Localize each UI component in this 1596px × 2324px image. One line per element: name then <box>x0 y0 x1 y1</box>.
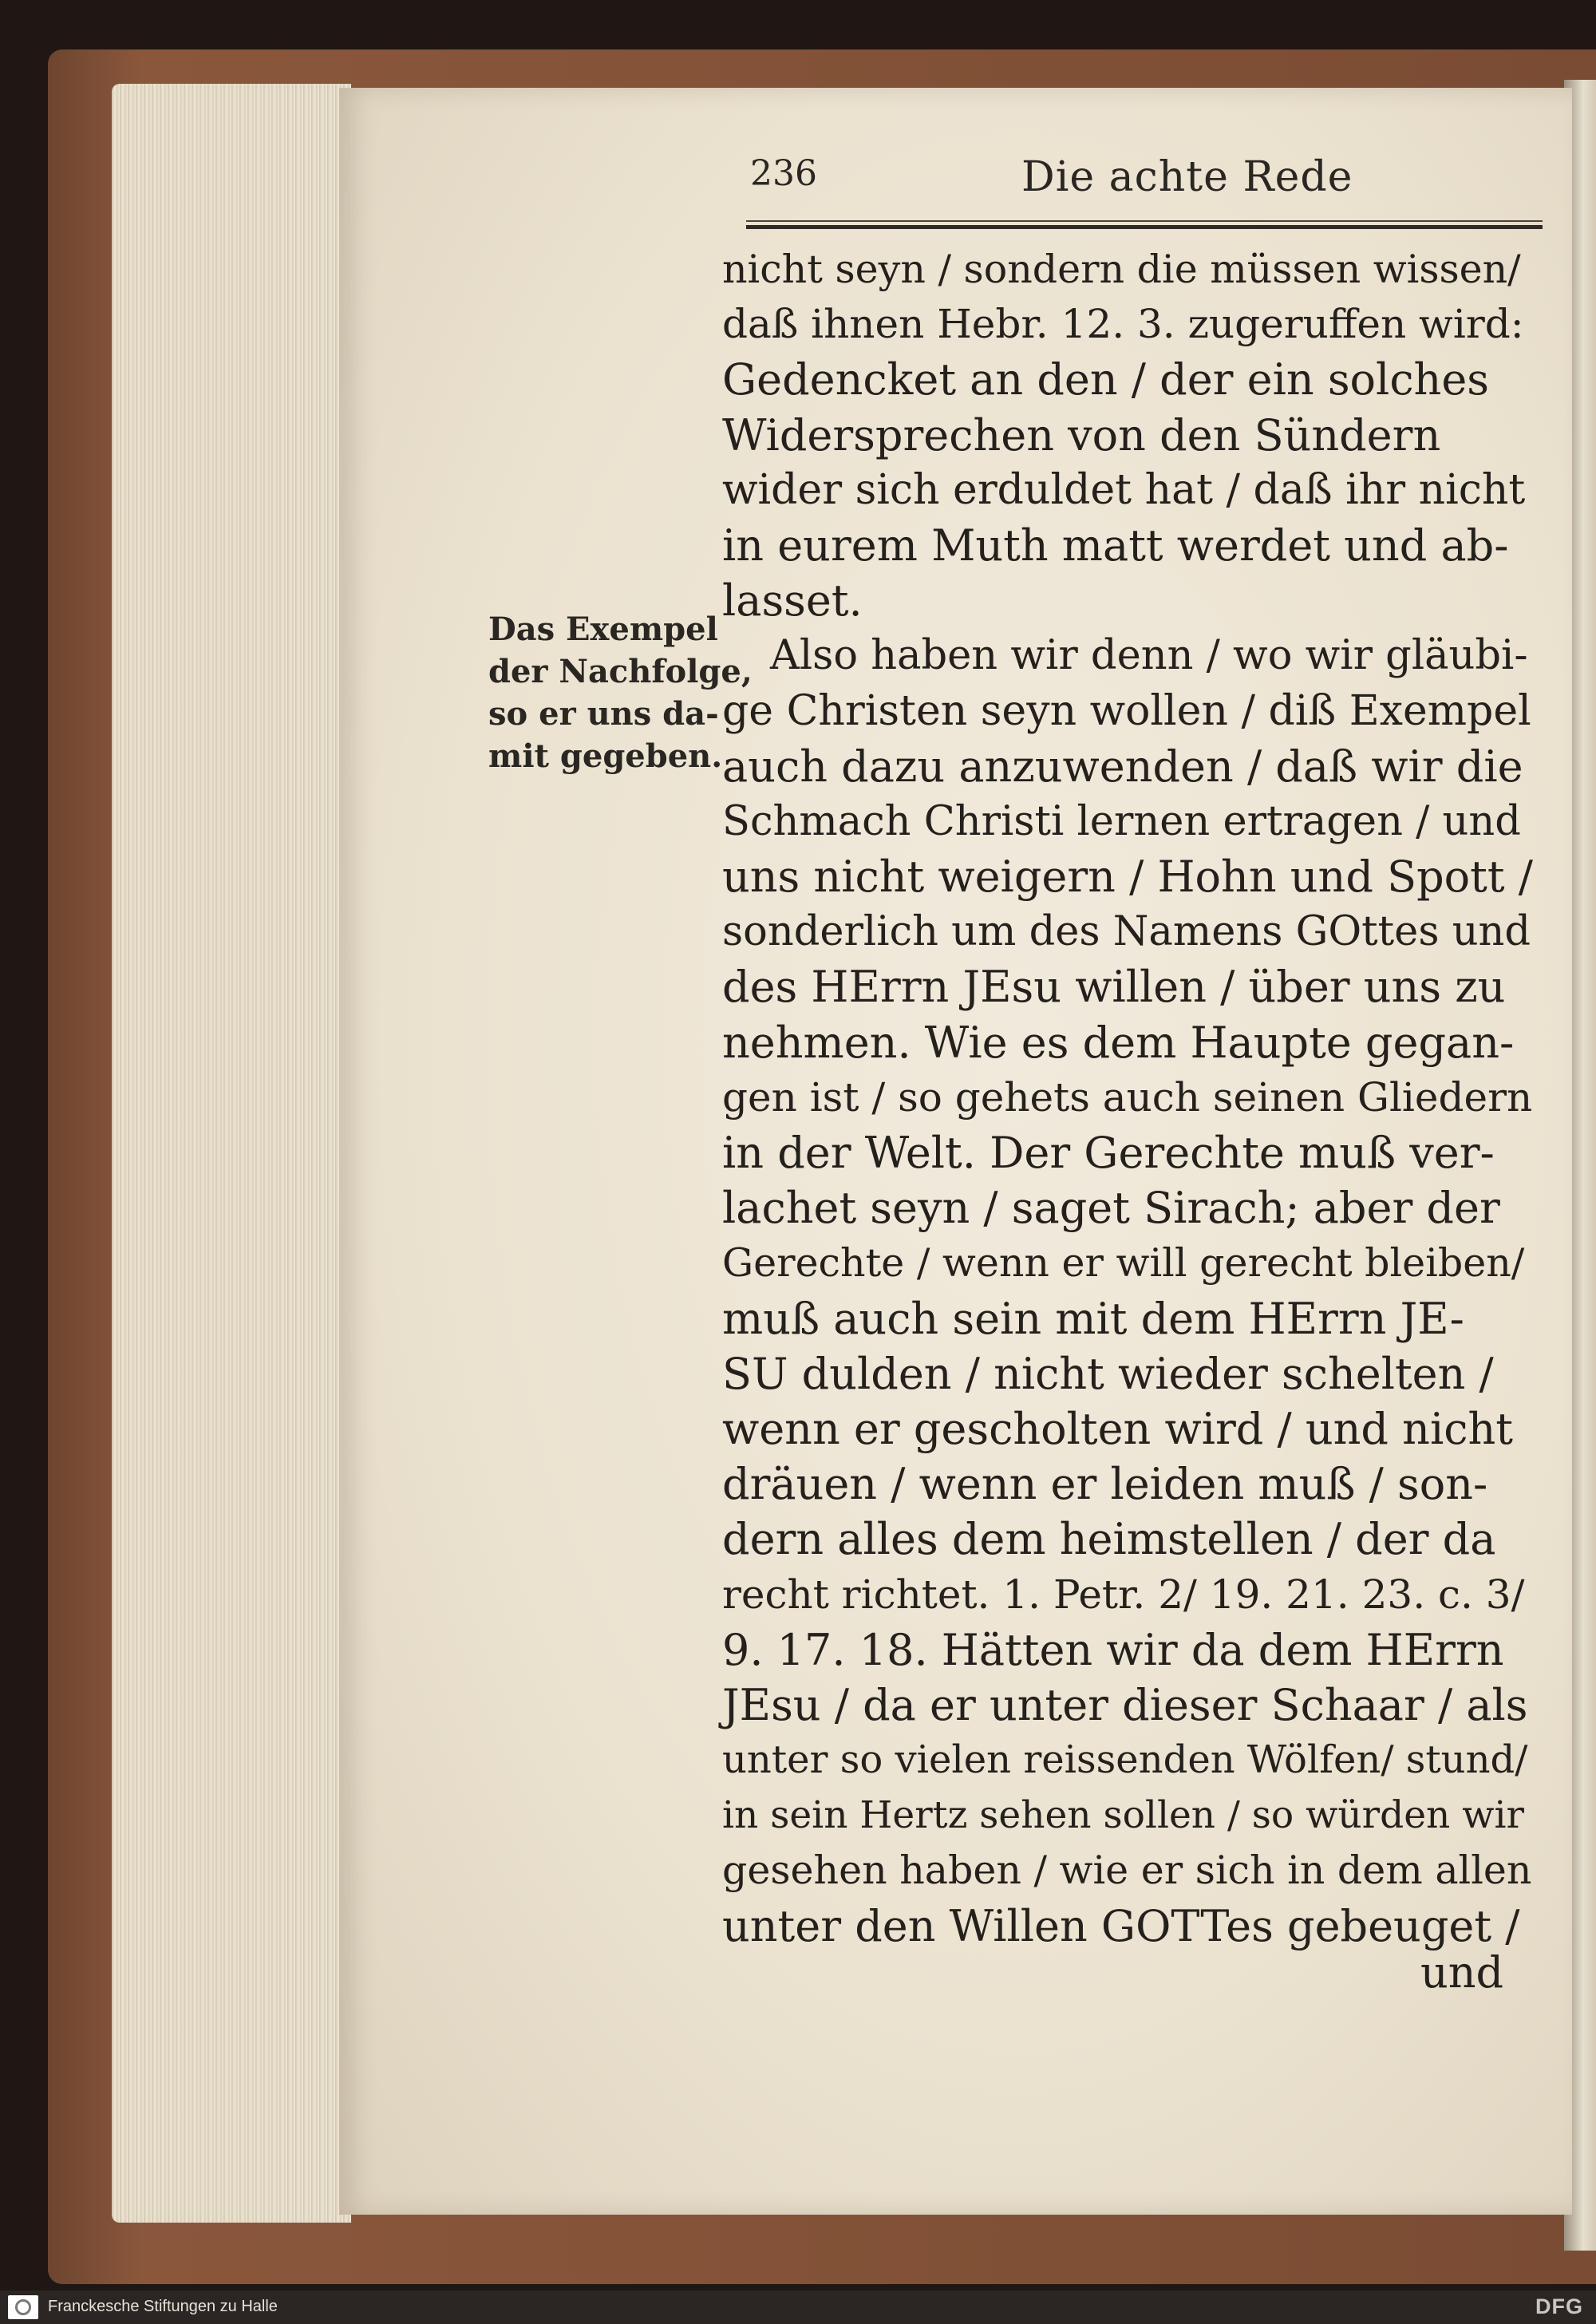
institution-logo-icon <box>8 2295 38 2319</box>
text-line: Gerechte / wenn er will gerecht bleiben/ <box>722 1240 1525 1286</box>
text-line: uns nicht weigern / Hohn und Spott / <box>722 852 1533 903</box>
text-line: gen ist / so gehets auch seinen Gliedern <box>722 1073 1533 1120</box>
text-line: nicht seyn / sondern die müssen wissen/ <box>722 247 1521 292</box>
text-line: daß ihnen Hebr. 12. 3. zugeruffen wird: <box>722 301 1524 348</box>
dfg-logo: DFG <box>1535 2294 1583 2318</box>
text-line: JEsu / da er unter dieser Schaar / als <box>722 1679 1528 1730</box>
header-rule <box>746 225 1543 229</box>
marginal-line: der Nachfolge, <box>488 653 753 690</box>
running-head: Die achte Rede <box>1021 153 1353 201</box>
marginal-line: mit gegeben. <box>488 737 723 775</box>
page-number: 236 <box>750 153 817 194</box>
text-line: gesehen haben / wie er sich in dem allen <box>722 1848 1532 1894</box>
text-line: lasset. <box>722 575 863 626</box>
text-line: unter den Willen GOTTes gebeuget / <box>722 1900 1520 1951</box>
marginal-line: so er uns da- <box>488 695 719 733</box>
footer-bar <box>0 2290 1596 2324</box>
text-line: muß auch sein mit dem HErrn JE- <box>722 1293 1464 1344</box>
text-line: auch dazu anzuwenden / daß wir die <box>722 741 1523 792</box>
text-line: Also haben wir denn / wo wir gläubi- <box>770 632 1528 680</box>
catchword: und <box>1420 1947 1504 1998</box>
marginal-note <box>488 608 753 777</box>
text-line: in sein Hertz sehen sollen / so würden wir <box>722 1793 1524 1838</box>
text-line: unter so vielen reissenden Wölfen/ stund/ <box>722 1737 1528 1783</box>
text-line: 9. 17. 18. Hätten wir da dem HErrn <box>722 1624 1504 1675</box>
marginal-line: Das Exempel <box>488 611 718 648</box>
text-line: sonderlich um des Namens GOttes und <box>722 908 1531 956</box>
text-line: Gedencket an den / der ein solches <box>722 354 1490 405</box>
text-line: SU dulden / nicht wieder schelten / <box>722 1348 1494 1399</box>
text-line: wenn er gescholten wird / und nicht <box>722 1403 1513 1454</box>
text-line: ge Christen seyn wollen / diß Exempel <box>722 686 1531 735</box>
page-edges <box>112 84 351 2223</box>
text-line: dern alles dem heimstellen / der da <box>722 1514 1496 1565</box>
text-line: Schmach Christi lernen ertragen / und <box>722 797 1521 845</box>
text-line: des HErrn JEsu willen / über uns zu <box>722 962 1506 1013</box>
header-rule-thin <box>746 220 1543 222</box>
text-line: recht richtet. 1. Petr. 2/ 19. 21. 23. c. 3/ <box>722 1571 1525 1618</box>
institution-name: Franckesche Stiftungen zu Halle <box>48 2298 278 2315</box>
text-line: lachet seyn / saget Sirach; aber der <box>722 1183 1500 1234</box>
text-line: wider sich erduldet hat / daß ihr nicht <box>722 465 1526 514</box>
text-line: in der Welt. Der Gerechte muß ver- <box>722 1128 1495 1178</box>
body-text <box>722 242 1536 1954</box>
page-header <box>750 153 1540 201</box>
text-line: Widersprechen von den Sündern <box>722 409 1441 460</box>
text-line: in eurem Muth matt werdet und ab- <box>722 520 1509 571</box>
text-line: nehmen. Wie es dem Haupte gegan- <box>722 1017 1515 1068</box>
text-line: dräuen / wenn er leiden muß / son- <box>722 1459 1488 1510</box>
